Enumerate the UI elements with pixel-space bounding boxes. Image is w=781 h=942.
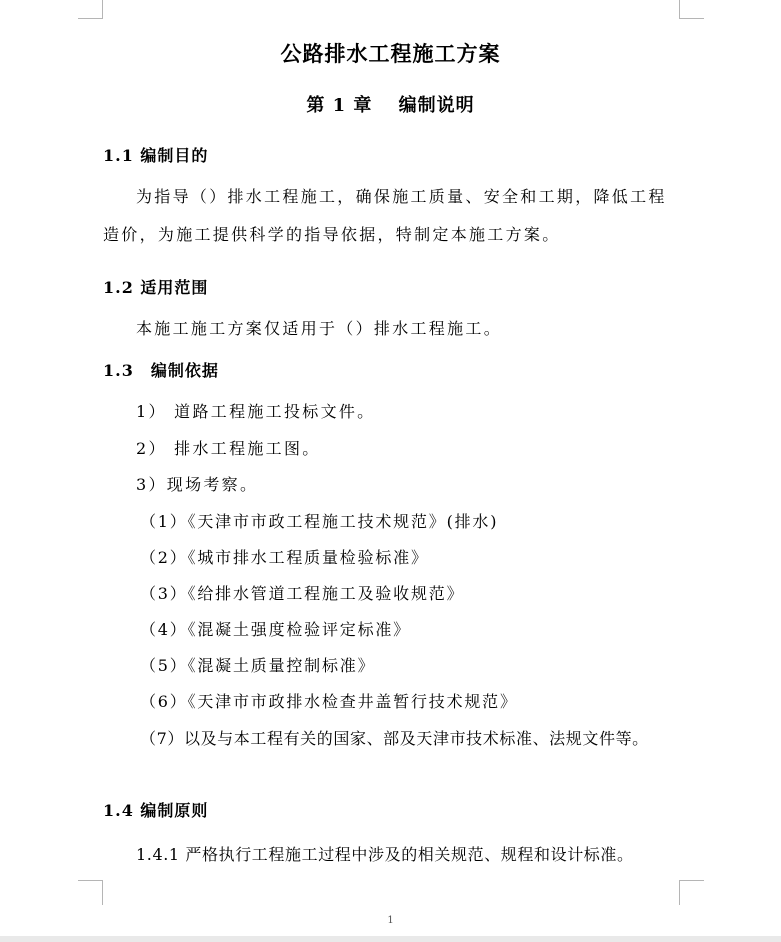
reference-item-2: （2）《城市排水工程质量检验标准》 [140,548,429,567]
purpose-line-2: 造价，为施工提供科学的指导依据，特制定本施工方案。 [103,225,561,244]
scope-text: 本施工施工方案仅适用于（）排水工程施工。 [136,319,503,338]
page-bottom-edge [0,936,781,942]
reference-item-7: （7）以及与本工程有关的国家、部及天津市技术标准、法规文件等。 [140,729,649,748]
reference-item-3: （3）《给排水管道工程施工及验收规范》 [140,584,465,603]
basis-item-3: 3）现场考察。 [136,475,259,494]
section-heading-1-2: 1.2 适用范围 [103,278,209,297]
crop-mark-bottom-left [78,880,103,905]
basis-item-1: 1） 道路工程施工投标文件。 [136,402,376,421]
basis-item-2: 2） 排水工程施工图。 [136,439,321,458]
section-heading-1-3: 1.3 编制依据 [103,361,219,380]
reference-item-6: （6）《天津市市政排水检查井盖暂行技术规范》 [140,692,518,711]
purpose-line-1: 为指导（）排水工程施工，确保施工质量、安全和工期，降低工程 [136,187,667,206]
crop-mark-top-left [78,0,103,19]
section-heading-1-4: 1.4 编制原则 [103,801,209,820]
reference-item-1: （1）《天津市市政工程施工技术规范》(排水) [140,512,499,531]
crop-mark-top-right [679,0,704,19]
crop-mark-bottom-right [679,880,704,905]
reference-item-4: （4）《混凝土强度检验评定标准》 [140,620,411,639]
reference-item-5: （5）《混凝土质量控制标准》 [140,656,376,675]
chapter-heading: 第 1 章 编制说明 [306,95,475,116]
principle-1-4-1: 1.4.1 严格执行工程施工过程中涉及的相关规范、规程和设计标准。 [136,845,634,864]
page-number: 1 [387,915,394,926]
document-title: 公路排水工程施工方案 [280,41,501,66]
section-heading-1-1: 1.1 编制目的 [103,146,209,165]
